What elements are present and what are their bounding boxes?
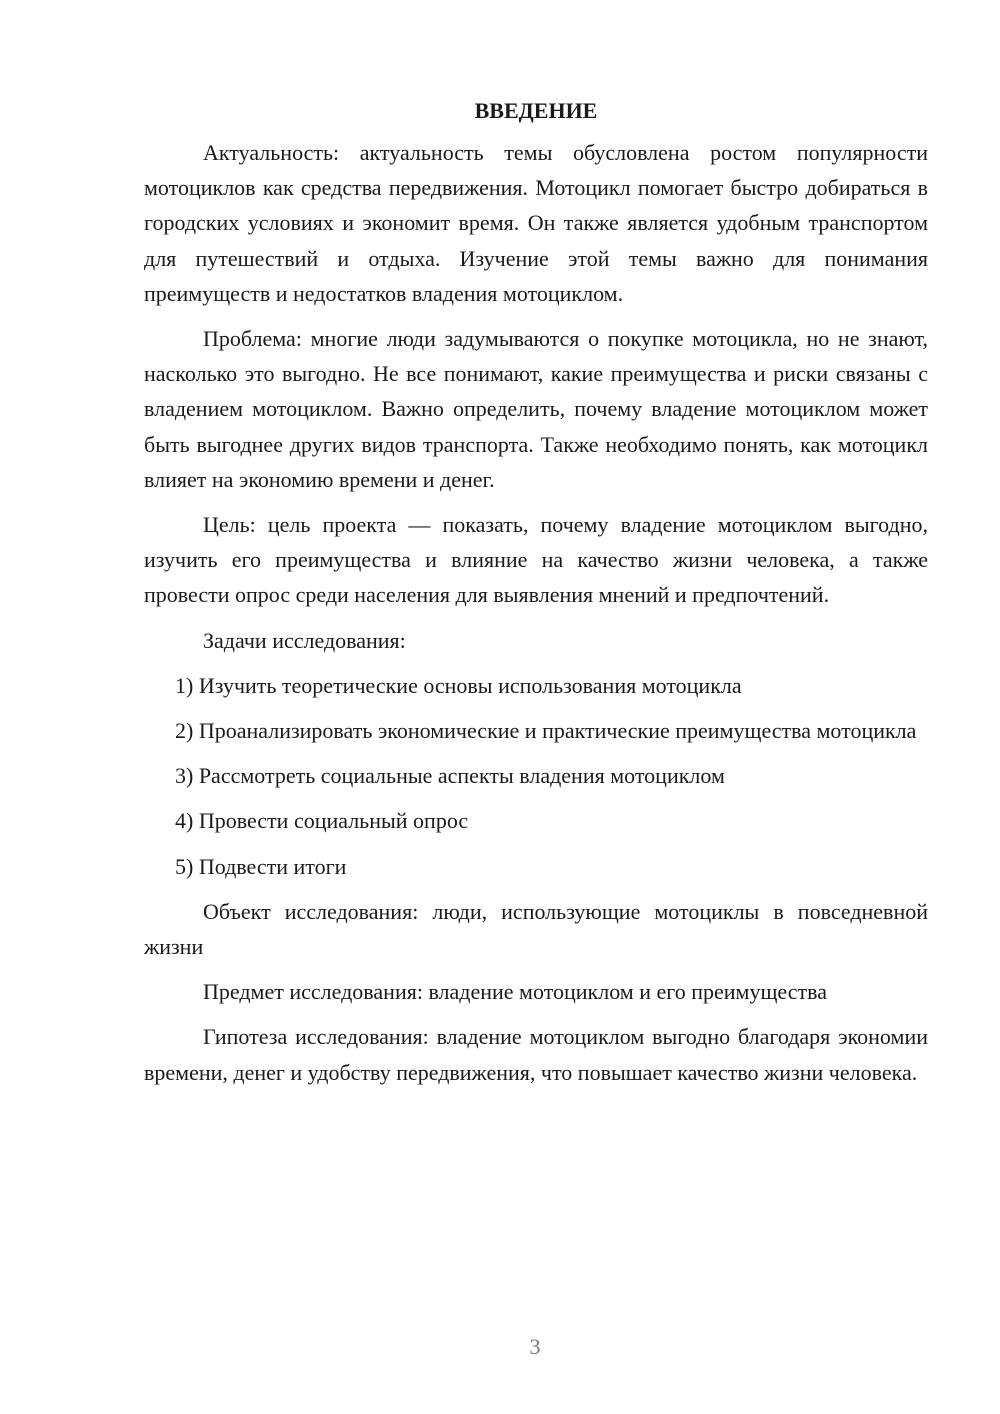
- section-heading: ВВЕДЕНИЕ: [474, 98, 598, 123]
- paragraph-subject: Предмет исследования: владение мотоциклом и его преимущества: [203, 979, 827, 1005]
- task-item: 2) Проанализировать экономические и практические преимущества мотоцикла: [175, 718, 917, 744]
- tasks-heading: Задачи исследования:: [203, 627, 406, 653]
- paragraph-problem: Проблема: многие люди задумываются о покупке мотоцикла, но не знают, насколько это выгодно. Не все понимают, какие преимущества и риски связаны с владением мотоциклом. Важно определить, почему владение мотоциклом может быть выгоднее других видов транспорта. Также необходимо понять, как мотоцикл влияет на экономию времени и денег.: [144, 326, 928, 492]
- task-item: 4) Провести социальный опрос: [175, 808, 469, 834]
- page-number: 3: [529, 1334, 541, 1359]
- task-item: 5) Подвести итоги: [175, 853, 347, 879]
- paragraph-goal: Цель: цель проекта — показать, почему владение мотоциклом выгодно, изучить его преимущества и влияние на качество жизни человека, а также провести опрос среди населения для выявления мнений и предпочтений.: [144, 512, 928, 608]
- task-item: 1) Изучить теоретические основы использования мотоцикла: [175, 672, 742, 698]
- paragraph-hypothesis: Гипотеза исследования: владение мотоциклом выгодно благодаря экономии времени, денег и удобству передвижения, что повышает качество жизни человека.: [144, 1024, 928, 1085]
- task-item: 3) Рассмотреть социальные аспекты владения мотоциклом: [175, 763, 725, 789]
- page-content: [144, 93, 928, 1100]
- paragraph-relevance: Актуальность: актуальность темы обусловлена ростом популярности мотоциклов как средства передвижения. Мотоцикл помогает быстро добираться в городских условиях и экономит время. Он также является удобным транспортом для путешествий и отдыха. Изучение этой темы важно для понимания преимуществ и недостатков владения мотоциклом.: [144, 140, 928, 306]
- paragraph-object: Объект исследования: люди, использующие мотоциклы в повседневной жизни: [144, 898, 928, 960]
